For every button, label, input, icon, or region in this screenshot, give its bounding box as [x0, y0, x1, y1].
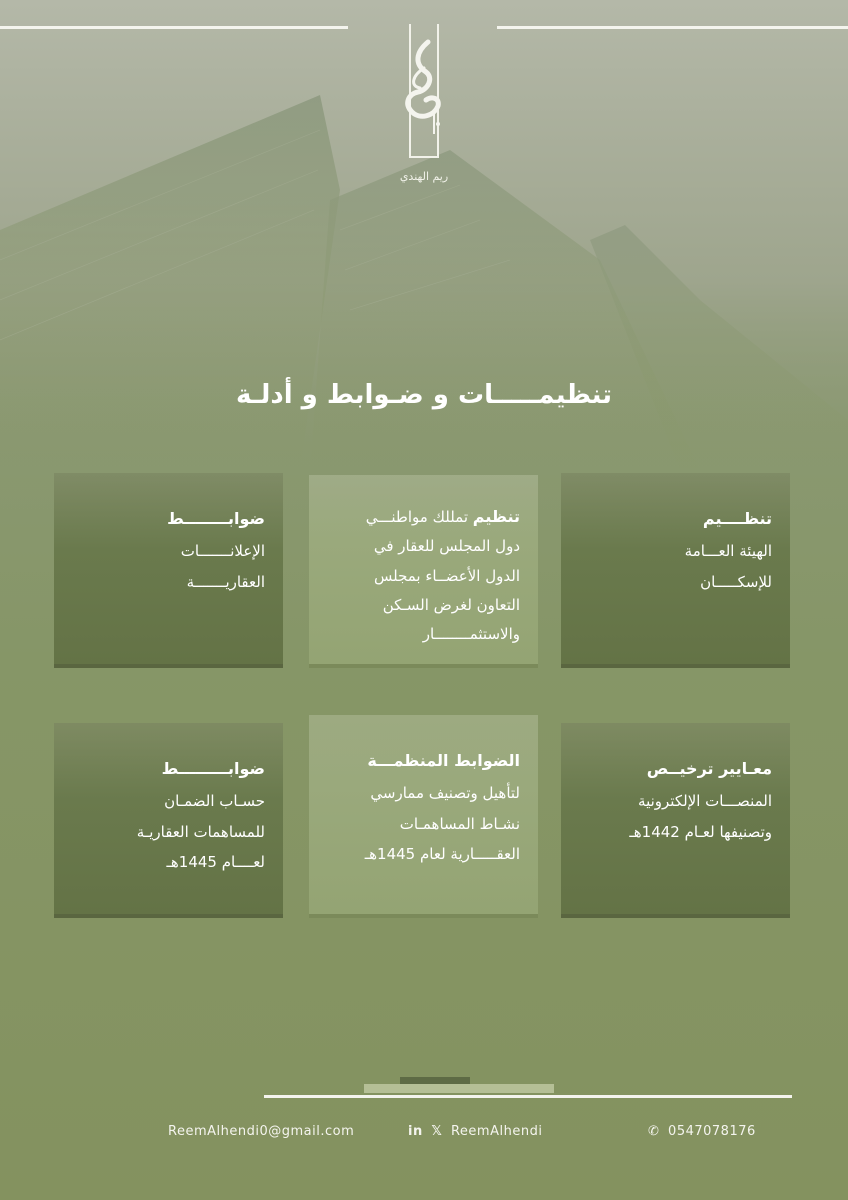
card-heading: تنظيم: [472, 507, 520, 526]
card-line: دول المجلس للعقار في: [373, 537, 520, 556]
card-line: تمللك مواطنـــي: [365, 508, 469, 526]
card-line: للمساهمات العقاريـة: [136, 822, 265, 841]
card-line: حسـاب الضمـان: [164, 791, 265, 810]
contact-social[interactable]: [408, 1124, 542, 1139]
card-line: وتصنيفها لعـام 1442هـ: [629, 822, 772, 841]
card-heading: الضوابط المنظمـــة: [367, 751, 520, 770]
card-line: العقـــــارية لعام 1445هـ: [364, 845, 520, 864]
email-text: ReemAlhendi0@gmail.com: [168, 1124, 355, 1139]
card-practitioner-rules: [309, 715, 538, 918]
card-platform-licensing: [561, 723, 790, 918]
contact-phone[interactable]: [648, 1124, 756, 1139]
contact-email[interactable]: [168, 1124, 354, 1139]
card-line: الهيئة العـــامة: [684, 541, 772, 560]
card-line: للإسكـــــان: [700, 572, 772, 591]
card-heading: معـايير ترخيــص: [646, 759, 772, 778]
card-line: العقاريـــــــة: [186, 572, 265, 591]
logo: [399, 24, 449, 194]
card-line: لعــــام 1445هـ: [166, 853, 265, 872]
card-real-estate-ads: [54, 473, 283, 668]
social-handle: ReemAlhendi: [450, 1124, 543, 1139]
card-heading: تنظــــيم: [702, 509, 772, 528]
card-line: والاستثمــــــــار: [422, 625, 520, 643]
card-line: التعاون لغرض السـكن: [382, 595, 520, 614]
phone-text: 0547078176: [668, 1124, 756, 1139]
footer-line: [264, 1095, 792, 1098]
phone-icon: ✆: [648, 1124, 660, 1139]
card-first-line: [325, 501, 520, 532]
top-right-line: [497, 26, 848, 29]
linkedin-icon: in: [408, 1124, 423, 1139]
x-icon: 𝕏: [431, 1124, 443, 1139]
card-gcc-ownership: [309, 475, 538, 668]
card-line: المنصـــات الإلكترونية: [638, 791, 772, 810]
card-heading: ضوابــــــــط: [167, 509, 265, 528]
top-left-line: [0, 26, 348, 29]
card-heading: ضوابـــــــــط: [161, 759, 265, 778]
footer-accent-light: [364, 1084, 554, 1093]
card-line: الدول الأعضــاء بمجلس: [373, 566, 520, 585]
card-line: الإعلانـــــــات: [180, 541, 265, 560]
card-guarantee-account: [54, 723, 283, 918]
logo-name: ريم الهندي: [399, 170, 449, 183]
card-line: لتأهيل وتصنيف ممارسي: [370, 783, 520, 802]
footer-accent-dark: [400, 1077, 470, 1084]
calligraphy-logo-icon: [398, 38, 450, 138]
page-title: تنظيمـــــات و ضـوابط و أدلـة: [235, 380, 613, 410]
card-line: نشـاط المساهمـات: [399, 814, 520, 833]
card-housing-authority: [561, 473, 790, 668]
